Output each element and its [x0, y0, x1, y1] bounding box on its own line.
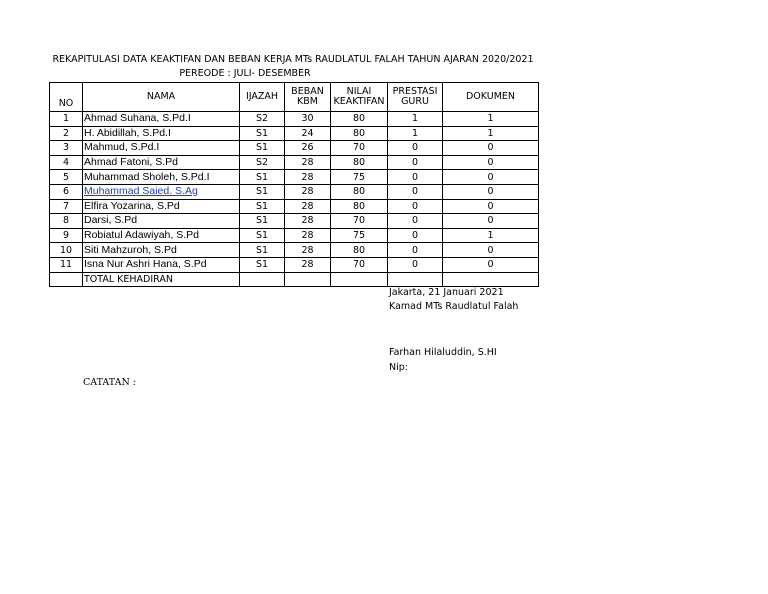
cell-prestasi: 1	[388, 126, 443, 141]
cell-nilai: 80	[331, 199, 388, 214]
cell-dokumen: 0	[443, 243, 539, 258]
notes-label: CATATAN :	[83, 377, 136, 388]
cell-no: 11	[50, 257, 83, 272]
cell-nama: H. Abidillah, S.Pd.I	[83, 126, 240, 141]
table-row	[50, 228, 539, 243]
cell-no: 4	[50, 155, 83, 170]
cell-ijazah: S1	[240, 184, 285, 199]
cell-nilai: 80	[331, 184, 388, 199]
cell-nilai: 80	[331, 112, 388, 127]
table-row	[50, 126, 539, 141]
cell-dokumen: 0	[443, 199, 539, 214]
document-title: REKAPITULASI DATA KEAKTIFAN DAN BEBAN KERJA MTs RAUDLATUL FALAH TAHUN AJARAN 2020/2021	[52, 54, 534, 65]
cell-ijazah: S1	[240, 257, 285, 272]
table-row	[50, 257, 539, 272]
cell-dokumen: 1	[443, 228, 539, 243]
cell-no: 10	[50, 243, 83, 258]
cell-empty	[331, 272, 388, 287]
table-row	[50, 155, 539, 170]
cell-nilai: 80	[331, 126, 388, 141]
total-row	[50, 272, 539, 287]
cell-nama	[83, 184, 240, 199]
cell-ijazah: S1	[240, 214, 285, 229]
cell-no: 5	[50, 170, 83, 185]
cell-nilai: 70	[331, 257, 388, 272]
cell-no: 7	[50, 199, 83, 214]
cell-dokumen: 0	[443, 214, 539, 229]
cell-beban: 28	[285, 257, 331, 272]
col-header-beban	[285, 83, 331, 112]
cell-ijazah: S1	[240, 141, 285, 156]
cell-prestasi: 0	[388, 184, 443, 199]
signature-place-date: Jakarta, 21 Januari 2021	[389, 287, 504, 298]
total-label: TOTAL KEHADIRAN	[83, 272, 240, 287]
table-row	[50, 243, 539, 258]
cell-ijazah: S1	[240, 126, 285, 141]
cell-nama: Siti Mahzuroh, S.Pd	[83, 243, 240, 258]
cell-nilai: 80	[331, 155, 388, 170]
cell-nama: Ahmad Suhana, S.Pd.I	[83, 112, 240, 127]
cell-beban: 28	[285, 199, 331, 214]
table-header-row	[50, 83, 539, 112]
cell-prestasi: 0	[388, 214, 443, 229]
col-header-prestasi	[388, 83, 443, 112]
cell-dokumen: 0	[443, 141, 539, 156]
table-row	[50, 199, 539, 214]
cell-nilai: 75	[331, 228, 388, 243]
table-row	[50, 214, 539, 229]
name-link[interactable]: Muhammad Saied. S.Ag	[84, 185, 198, 198]
col-header-nilai-line1: NILAI	[346, 86, 372, 97]
table-row	[50, 184, 539, 199]
cell-beban: 26	[285, 141, 331, 156]
cell-nama: Mahmud, S.Pd.I	[83, 141, 240, 156]
cell-ijazah: S1	[240, 243, 285, 258]
col-header-prestasi-line1: PRESTASI	[392, 86, 438, 97]
cell-beban: 30	[285, 112, 331, 127]
cell-ijazah: S2	[240, 155, 285, 170]
cell-beban: 28	[285, 214, 331, 229]
cell-dokumen: 0	[443, 155, 539, 170]
col-header-ijazah: IJAZAH	[240, 83, 285, 112]
cell-nilai: 70	[331, 214, 388, 229]
cell-prestasi: 1	[388, 112, 443, 127]
cell-no: 8	[50, 214, 83, 229]
signature-nip: Nip:	[389, 362, 408, 373]
cell-prestasi: 0	[388, 257, 443, 272]
col-header-nilai	[331, 83, 388, 112]
col-header-dokumen: DOKUMEN	[443, 83, 539, 112]
cell-nama: Darsi, S.Pd	[83, 214, 240, 229]
cell-nama: Robiatul Adawiyah, S.Pd	[83, 228, 240, 243]
cell-nama: Isna Nur Ashri Hana, S.Pd	[83, 257, 240, 272]
table-row	[50, 141, 539, 156]
cell-dokumen: 1	[443, 126, 539, 141]
cell-beban: 28	[285, 228, 331, 243]
cell-beban: 28	[285, 184, 331, 199]
col-header-prestasi-line2: GURU	[401, 96, 429, 107]
cell-no: 9	[50, 228, 83, 243]
cell-empty	[50, 272, 83, 287]
cell-beban: 28	[285, 155, 331, 170]
cell-ijazah: S1	[240, 228, 285, 243]
cell-dokumen: 0	[443, 184, 539, 199]
cell-no: 3	[50, 141, 83, 156]
cell-prestasi: 0	[388, 199, 443, 214]
cell-no: 1	[50, 112, 83, 127]
cell-no: 6	[50, 184, 83, 199]
cell-empty	[388, 272, 443, 287]
col-header-beban-line2: KBM	[297, 96, 318, 107]
cell-no: 2	[50, 126, 83, 141]
cell-nama: Ahmad Fatoni, S.Pd	[83, 155, 240, 170]
cell-ijazah: S1	[240, 170, 285, 185]
col-header-nilai-line2: KEAKTIFAN	[333, 96, 385, 107]
cell-empty	[443, 272, 539, 287]
cell-prestasi: 0	[388, 243, 443, 258]
cell-empty	[285, 272, 331, 287]
cell-prestasi: 0	[388, 141, 443, 156]
signature-position: Kamad MTs Raudlatul Falah	[389, 301, 519, 312]
cell-dokumen: 0	[443, 170, 539, 185]
cell-prestasi: 0	[388, 155, 443, 170]
cell-dokumen: 1	[443, 112, 539, 127]
cell-prestasi: 0	[388, 170, 443, 185]
cell-ijazah: S1	[240, 199, 285, 214]
cell-empty	[240, 272, 285, 287]
table-row	[50, 170, 539, 185]
cell-prestasi: 0	[388, 228, 443, 243]
col-header-nama: NAMA	[83, 83, 240, 112]
col-header-no: NO	[50, 83, 83, 112]
cell-nilai: 70	[331, 141, 388, 156]
cell-beban: 28	[285, 170, 331, 185]
cell-beban: 28	[285, 243, 331, 258]
cell-ijazah: S2	[240, 112, 285, 127]
col-header-beban-line1: BEBAN	[291, 86, 324, 97]
recap-table	[49, 82, 539, 287]
table-row	[50, 112, 539, 127]
cell-dokumen: 0	[443, 257, 539, 272]
cell-nama: Muhammad Sholeh, S.Pd.I	[83, 170, 240, 185]
cell-nilai: 75	[331, 170, 388, 185]
cell-beban: 24	[285, 126, 331, 141]
cell-nilai: 80	[331, 243, 388, 258]
cell-nama: Elfira Yozarina, S.Pd	[83, 199, 240, 214]
document-period: PEREODE : JULI- DESEMBER	[179, 68, 311, 79]
signature-name: Farhan Hilaluddin, S.HI	[389, 347, 497, 358]
